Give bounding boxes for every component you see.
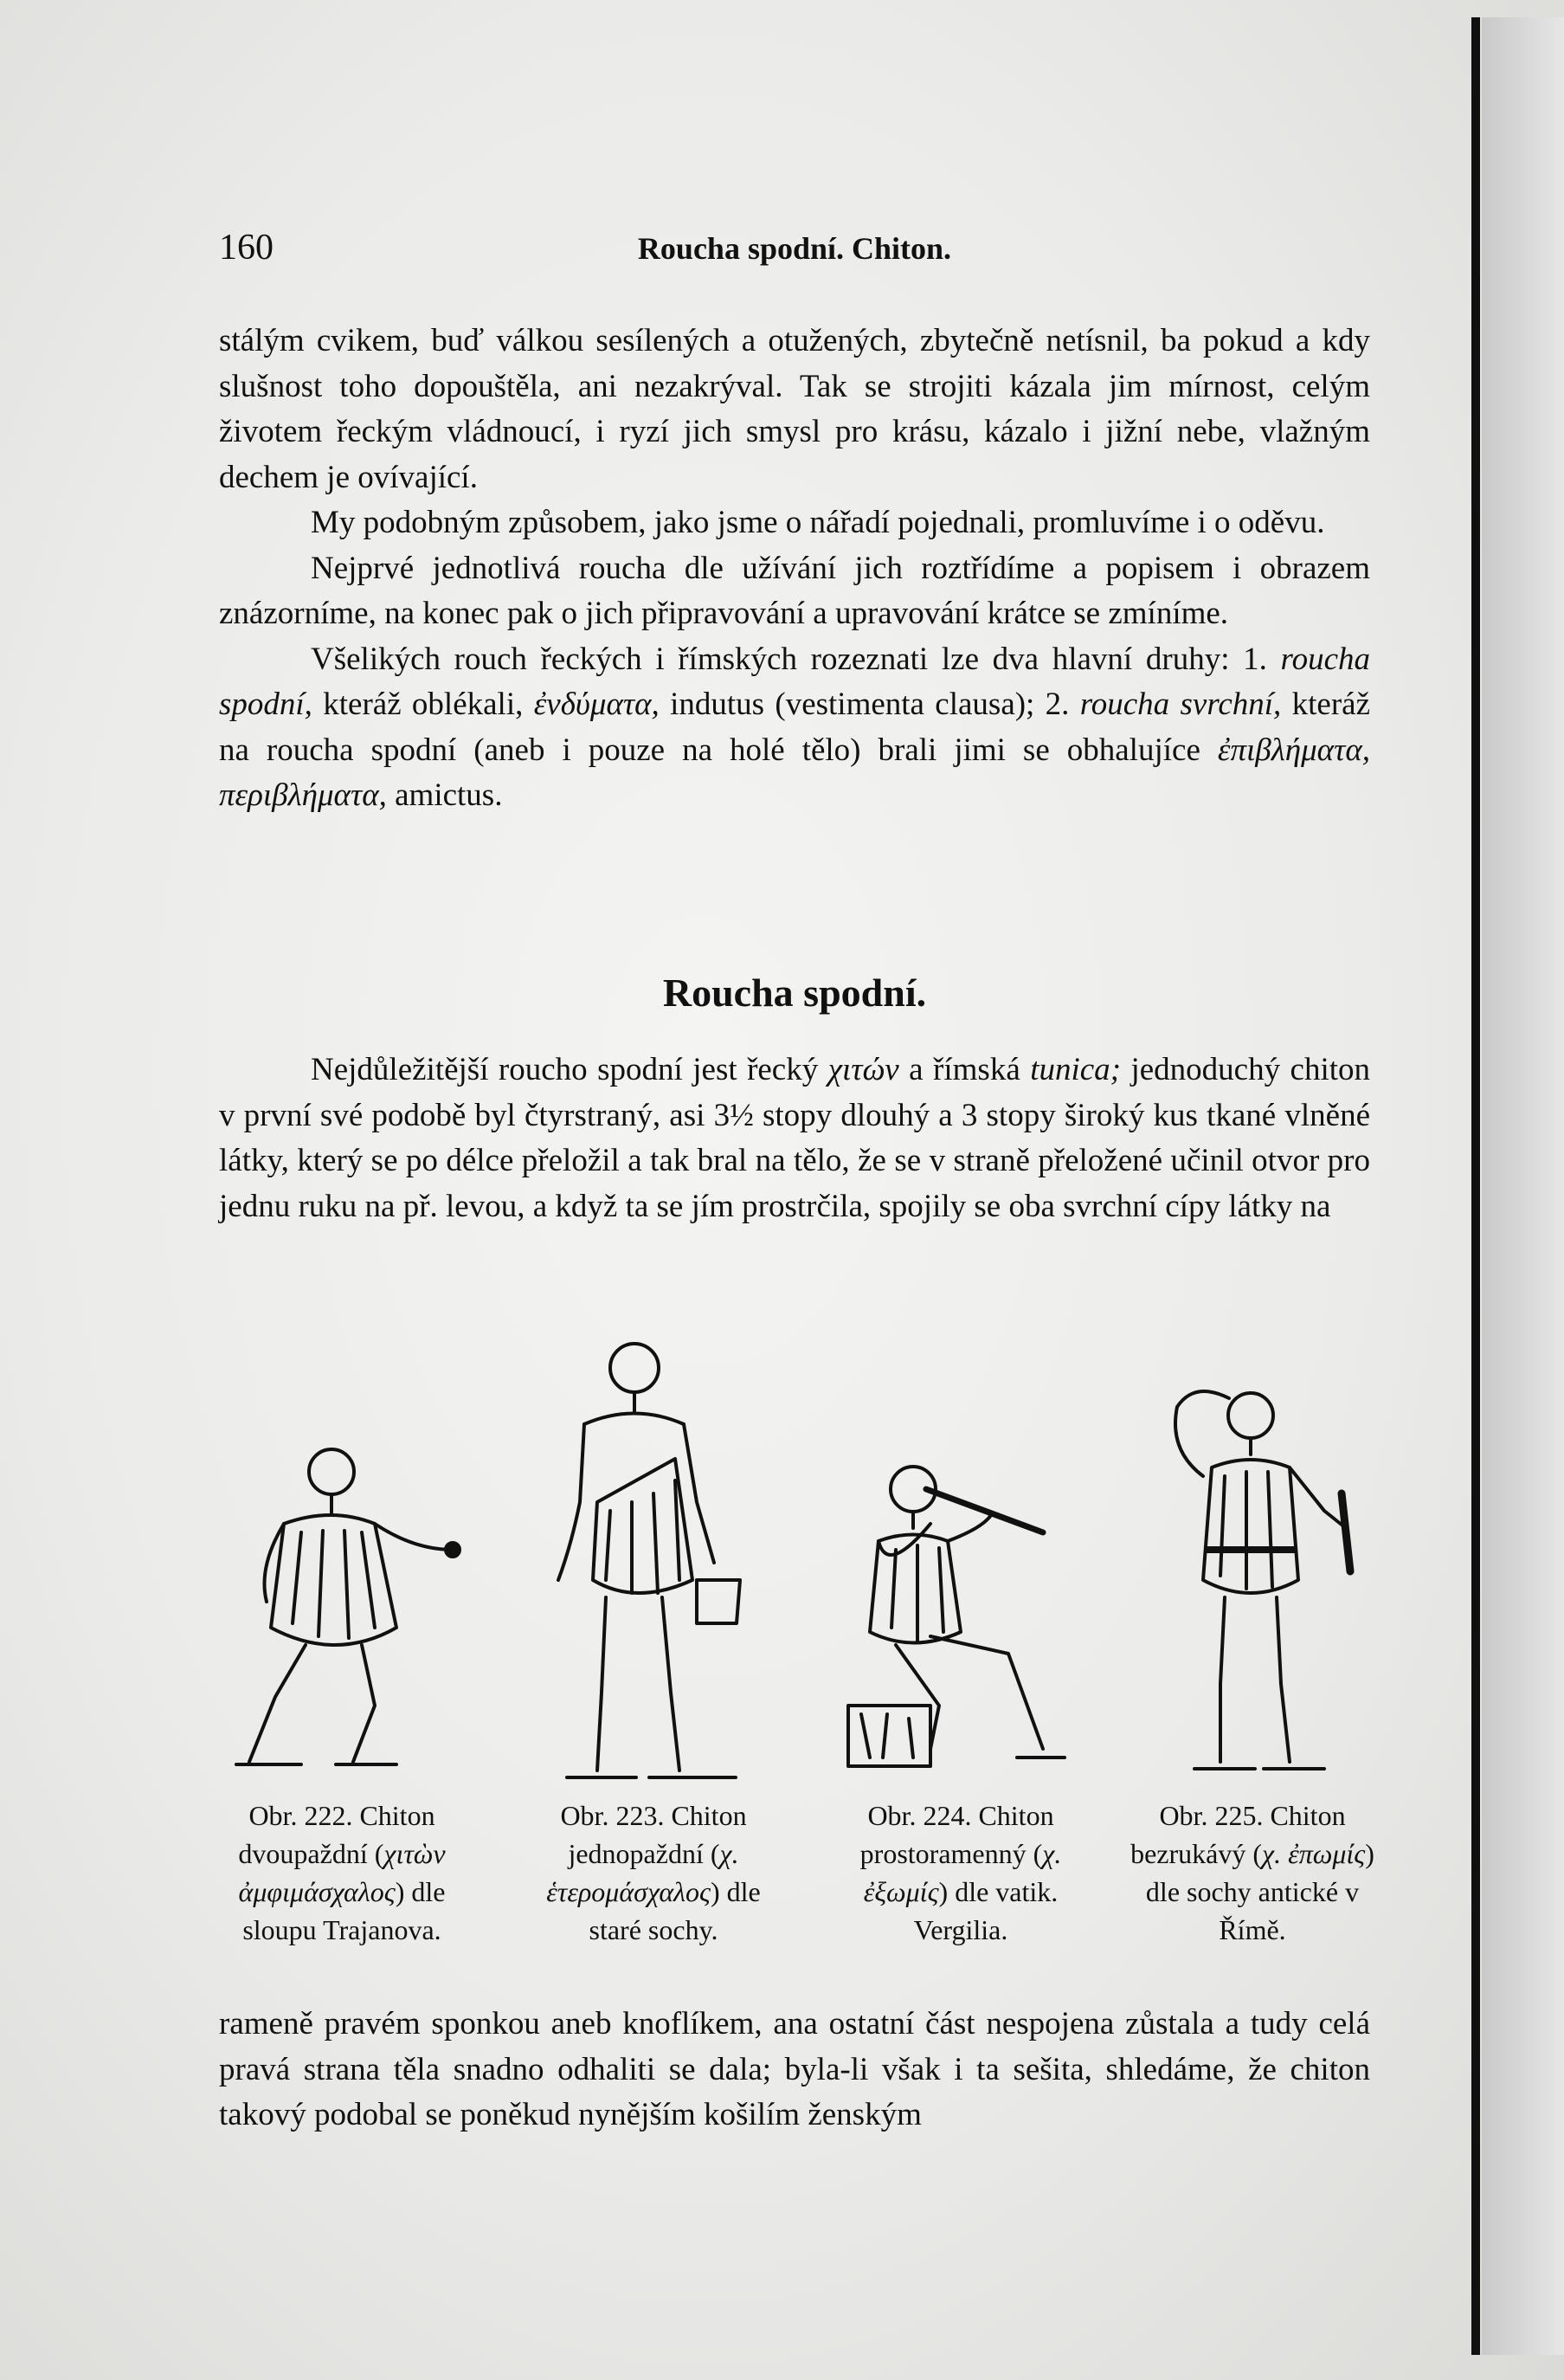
running-title: Roucha spodní. Chiton. (637, 231, 952, 266)
page-number: 160 (219, 228, 274, 268)
figure-225-caption: Obr. 225. Chiton bezrukávý (χ. ἐπωμίς) dle sochy antické v Římě. (1130, 1800, 1374, 1945)
figure-222-caption: Obr. 222. Chiton dvoupaždní (χιτὼν ἀμφιμάσχαλος) dle sloupu Trajanova. (238, 1800, 446, 1945)
next-page-margin (1482, 17, 1564, 2355)
paragraph-3: Nejprvé jednotlivá roucha dle užívání jich roztřídíme a popisem i obrazem znázorníme, na konec pak o jich připravování a upravování krátce se zmíníme. (219, 550, 1370, 631)
paragraph-6: rameně pravém sponkou aneb knoflíkem, ana ostatní část nespojena zůstala a tudy celá pravá strana těla snadno odhaliti se dala; byla-li však i ta sešita, shledáme, že chiton takový podobal se poněkud nynějším košilím ženským (219, 2006, 1370, 2132)
page-edge-shadow (1471, 17, 1480, 2355)
figure-223-illustration (532, 1320, 757, 1788)
page-header (219, 227, 1370, 279)
figure-223-caption: Obr. 223. Chiton jednopaždní (χ. ἑτερομάσχαλος) dle staré sochy. (546, 1800, 761, 1945)
paragraph-4: Všelikých rouch řeckých i římských rozeznati lze dva hlavní druhy: 1. roucha spodní, kteráž oblékali, ἐνδύματα, indutus (vestimenta clausa); 2. roucha svrchní, kteráž na roucha spodní (aneb i pouze na holé tělo) brali jimi se obhalujíce ἐπιβλήματα, περιβλήματα, amictus. (219, 641, 1370, 813)
figure-224-illustration (844, 1446, 1078, 1783)
figure-224-caption: Obr. 224. Chiton prostoramenný (χ. ἐξωμίς) dle vatik. Vergilia. (859, 1800, 1062, 1945)
paragraph-1: stálým cvikem, buď válkou sesílených a otužených, zbytečně netísnil, ba pokud a kdy slušnost toho dopouštěla, ani nezakrýval. Tak se strojiti kázala jim mírnost, celým životem řeckým vládnoucí, i ryzí jich smysl pro krásu, kázalo i jižní nebe, vlažným dechem je ovívající. (219, 323, 1370, 495)
section-text (219, 1048, 1370, 1229)
figure-225-illustration (1142, 1355, 1376, 1783)
paragraph-5: Nejdůležitější roucho spodní jest řecký χιτών a římská tunica; jednoduchý chiton v první své podobě byl čtyrstraný, asi 3½ stopy dlouhý a 3 stopy široký kus tkané vlněné látky, který se po délce přeložil a tak bral na tělo, že se v straně přeložené učinil otvor pro jednu ruku na př. levou, a když ta se jím prostrčila, spojily se oba svrchní cípy látky na (219, 1052, 1371, 1224)
intro-text (219, 319, 1370, 819)
figure-222-illustration (223, 1420, 466, 1783)
section-heading: Roucha spodní. (662, 971, 927, 1015)
closing-text (219, 2002, 1370, 2138)
paragraph-2: My podobným způsobem, jako jsme o nářadí pojednali, promluvíme i o oděvu. (311, 505, 1325, 540)
